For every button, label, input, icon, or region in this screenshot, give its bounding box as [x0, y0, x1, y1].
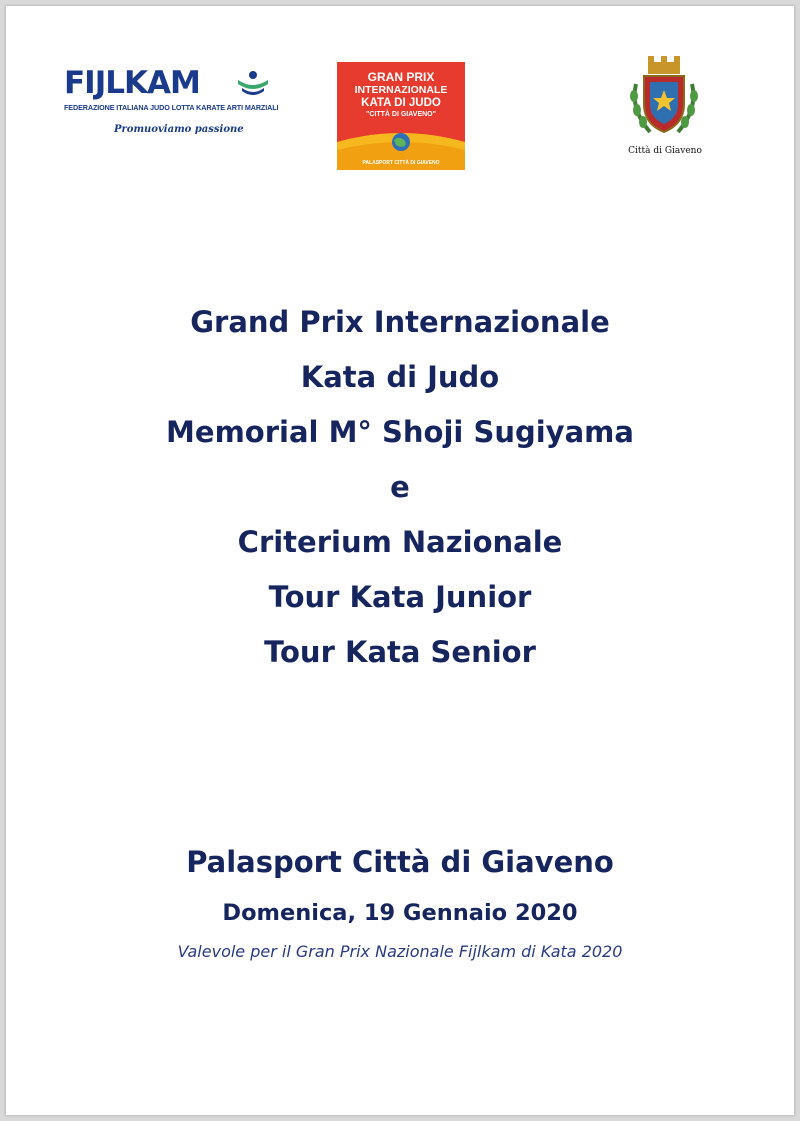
fijlkam-motto: Promuoviamo passione: [114, 124, 244, 135]
badge-line-2: INTERNAZIONALE: [354, 84, 448, 96]
grand-prix-badge: [337, 62, 465, 170]
title-line-6: Tour Kata Junior: [268, 580, 532, 614]
title-line-7: Tour Kata Senior: [264, 635, 536, 669]
title-line-3: Memorial M° Shoji Sugiyama: [166, 415, 634, 449]
event-venue: Palasport Città di Giaveno: [186, 845, 614, 879]
fijlkam-logo: [64, 65, 279, 146]
city-crest-icon: [626, 54, 702, 140]
title-line-4: e: [390, 470, 410, 504]
document-page: [6, 6, 794, 1115]
fijlkam-wordmark: FIJLKAM: [64, 65, 200, 101]
badge-line-1: GRAN PRIX: [367, 70, 435, 84]
title-line-1: Grand Prix Internazionale: [190, 305, 610, 339]
event-note: Valevole per il Gran Prix Nazionale Fijlkam di Kata 2020: [177, 942, 623, 961]
badge-line-3: KATA DI JUDO: [361, 97, 441, 109]
crest-caption: Città di Giaveno: [628, 146, 702, 156]
event-date: Domenica, 19 Gennaio 2020: [222, 900, 578, 926]
title-line-5: Criterium Nazionale: [237, 525, 563, 559]
fijlkam-subtitle: FEDERAZIONE ITALIANA JUDO LOTTA KARATE ARTI MARZIALI: [64, 103, 279, 112]
city-crest: [620, 54, 710, 164]
title-line-2: Kata di Judo: [300, 360, 500, 394]
fijlkam-figure-icon: [236, 70, 270, 98]
badge-footer: PALASPORT CITTÀ DI GIAVENO: [362, 160, 440, 166]
event-title: [6, 302, 794, 687]
badge-line-4: "CITTÀ DI GIAVENO": [366, 111, 436, 118]
header-logos: [6, 6, 794, 186]
